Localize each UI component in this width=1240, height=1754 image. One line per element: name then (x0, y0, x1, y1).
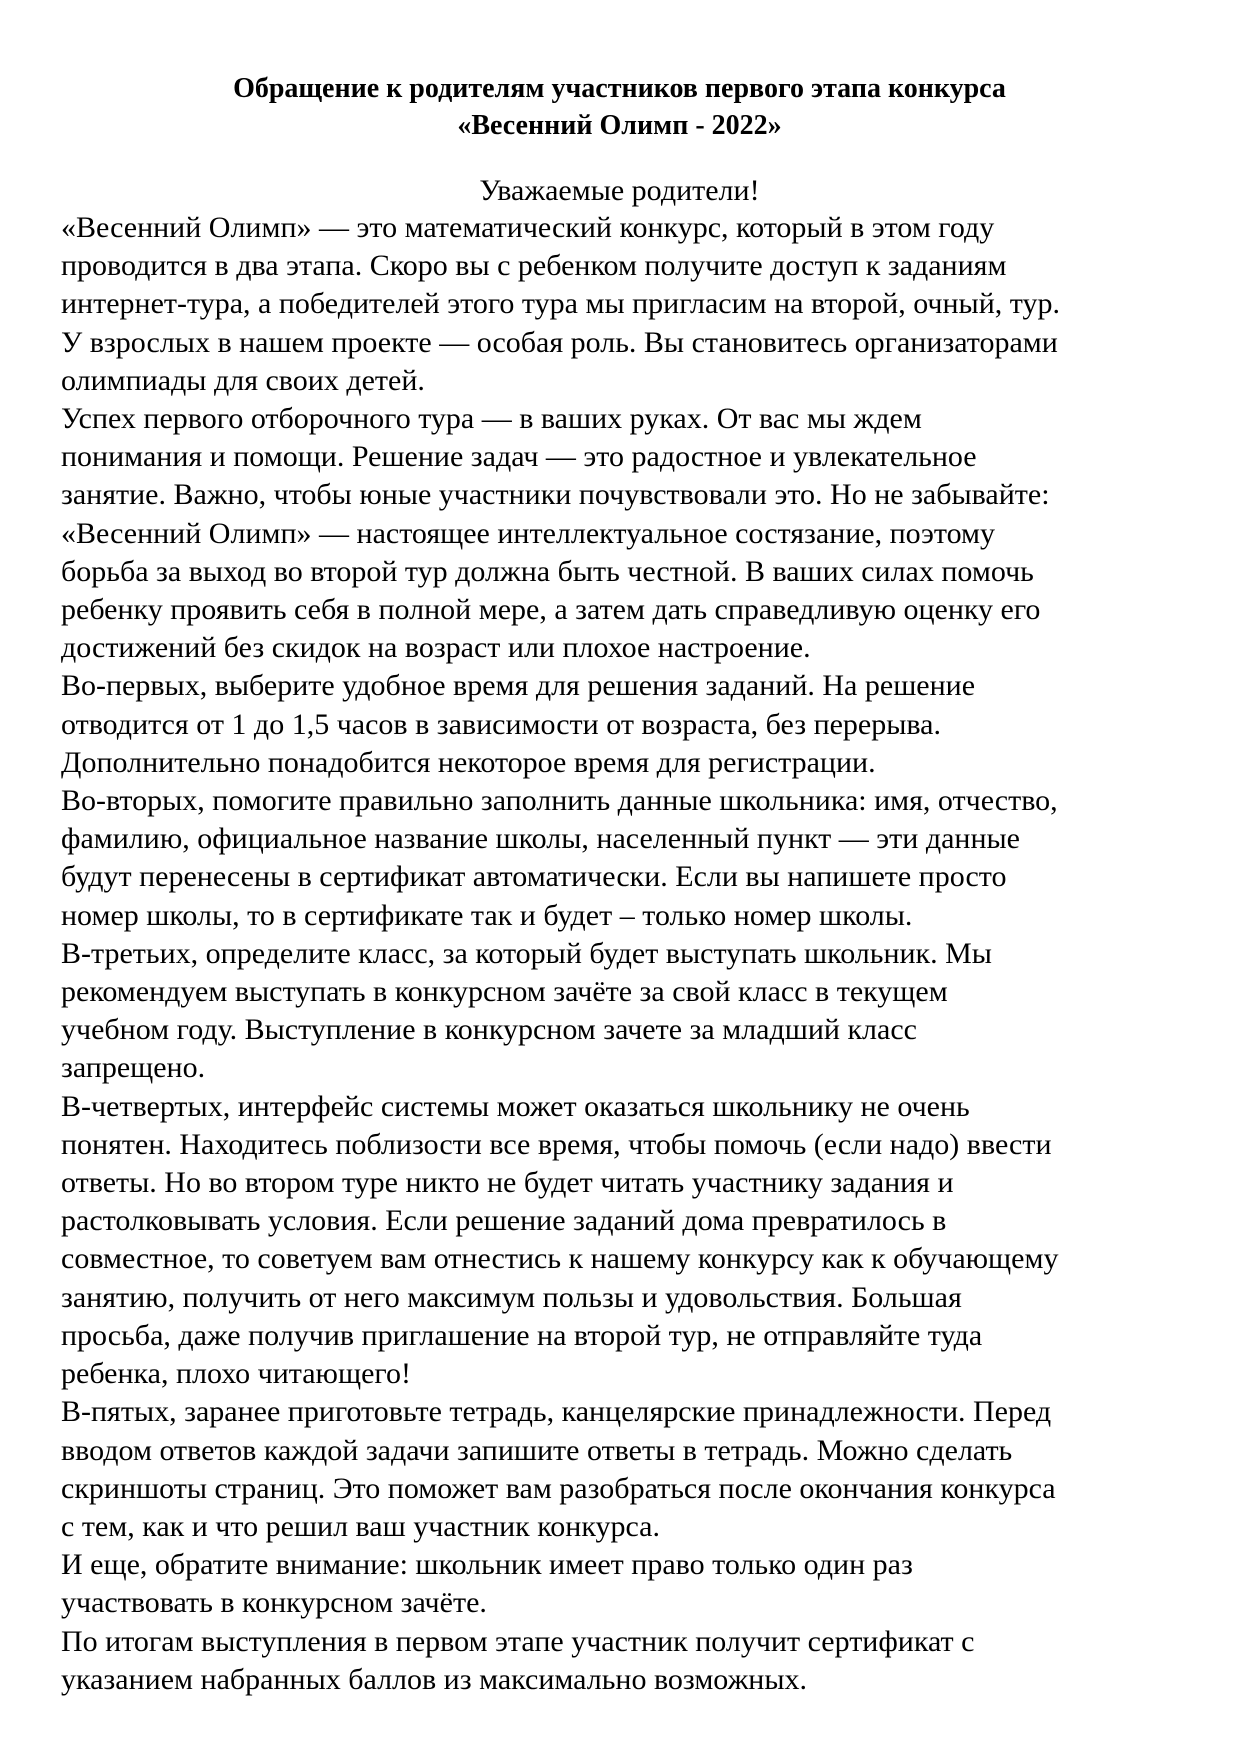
paragraph (61, 1623, 1178, 1699)
paragraph-line: В-пятых, заранее приготовьте тетрадь, канцелярские принадлежности. Перед (61, 1395, 1052, 1429)
letter-body (61, 209, 1178, 1699)
paragraph (61, 1546, 1178, 1622)
paragraph-line: отводится от 1 до 1,5 часов в зависимости от возраста, без перерыва. (61, 707, 941, 741)
document-title (61, 70, 1178, 144)
title-line-2: «Весенний Олимп - 2022» (457, 110, 782, 141)
paragraph-line: понимания и помощи. Решение задач — это радостное и увлекательное (61, 440, 977, 474)
paragraph-line: участвовать в конкурсном зачёте. (61, 1586, 487, 1620)
paragraph-line: «Весенний Олимп» — это математический конкурс, который в этом году (61, 211, 995, 244)
paragraph-line: В-четвертых, интерфейс системы может оказаться школьнику не очень (61, 1089, 970, 1123)
paragraph-line: понятен. Находитесь поблизости все время, чтобы помочь (если надо) ввести (61, 1127, 1052, 1161)
paragraph-line: По итогам выступления в первом этапе участник получит сертификат с (61, 1624, 975, 1658)
paragraph-line: учебном году. Выступление в конкурсном зачете за младший класс (61, 1013, 917, 1047)
paragraph-line: скриншоты страниц. Это поможет вам разобраться после окончания конкурса (61, 1471, 1056, 1505)
paragraph (61, 400, 1178, 667)
paragraph-line: Во-первых, выберите удобное время для решения заданий. На решение (61, 669, 976, 703)
paragraph (61, 782, 1178, 935)
paragraph-line: Дополнительно понадобится некоторое время для регистрации. (61, 745, 876, 779)
paragraph (61, 1393, 1178, 1546)
paragraph-line: вводом ответов каждой задачи запишите ответы в тетрадь. Можно сделать (61, 1433, 1013, 1467)
paragraph-line: И еще, обратите внимание: школьник имеет право только один раз (61, 1548, 913, 1582)
paragraph-line: просьба, даже получив приглашение на второй тур, не отправляйте туда (61, 1318, 983, 1352)
paragraph-line: олимпиады для своих детей. (61, 363, 425, 397)
paragraph-line: У взрослых в нашем проекте — особая роль. Вы становитесь организаторами (61, 325, 1058, 359)
paragraph-line: рекомендуем выступать в конкурсном зачёте за свой класс в текущем (61, 975, 948, 1009)
paragraph-line: проводится в два этапа. Скоро вы с ребенком получите доступ к заданиям (61, 249, 1007, 283)
paragraph-line: ребенка, плохо читающего! (61, 1357, 411, 1391)
paragraph-line: совместное, то советуем вам отнестись к нашему конкурсу как к обучающему (61, 1242, 1059, 1276)
paragraph-line: с тем, как и что решил ваш участник конкурса. (61, 1509, 660, 1543)
title-line-1: Обращение к родителям участников первого этапа конкурса (233, 73, 1006, 104)
paragraph-line: ребенку проявить себя в полной мере, а затем дать справедливую оценку его (61, 593, 1041, 627)
paragraph-line: «Весенний Олимп» — настоящее интеллектуальное состязание, поэтому (61, 516, 996, 550)
paragraph-line: занятию, получить от него максимум пользы и удовольствия. Большая (61, 1280, 962, 1314)
paragraph-line: Успех первого отборочного тура — в ваших руках. От вас мы ждем (61, 402, 922, 436)
paragraph-line: будут перенесены в сертификат автоматически. Если вы напишете просто (61, 860, 1007, 894)
paragraph (61, 935, 1178, 1088)
paragraph-line: фамилию, официальное название школы, населенный пункт — эти данные (61, 822, 1020, 856)
paragraph-line: запрещено. (61, 1051, 206, 1085)
paragraph-line: интернет-тура, а победителей этого тура мы пригласим на второй, очный, тур. (61, 287, 1060, 321)
paragraph-line: достижений без скидок на возраст или плохое настроение. (61, 631, 811, 665)
paragraph (61, 667, 1178, 782)
paragraph (61, 1088, 1178, 1394)
paragraph-line: номер школы, то в сертификате так и будет – только номер школы. (61, 898, 913, 932)
paragraph (61, 209, 1178, 400)
paragraph-line: растолковывать условия. Если решение заданий дома превратилось в (61, 1204, 947, 1238)
paragraph-line: борьба за выход во второй тур должна быть честной. В ваших силах помочь (61, 554, 1034, 588)
paragraph-line: ответы. Но во втором туре никто не будет читать участнику задания и (61, 1166, 954, 1200)
paragraph-line: В-третьих, определите класс, за который будет выступать школьник. Мы (61, 936, 992, 970)
paragraph-line: занятие. Важно, чтобы юные участники почувствовали это. Но не забывайте: (61, 478, 1050, 512)
salutation: Уважаемые родители! (479, 174, 760, 207)
paragraph-line: Во-вторых, помогите правильно заполнить данные школьника: имя, отчество, (61, 784, 1058, 818)
paragraph-line: указанием набранных баллов из максимально возможных. (61, 1662, 808, 1696)
